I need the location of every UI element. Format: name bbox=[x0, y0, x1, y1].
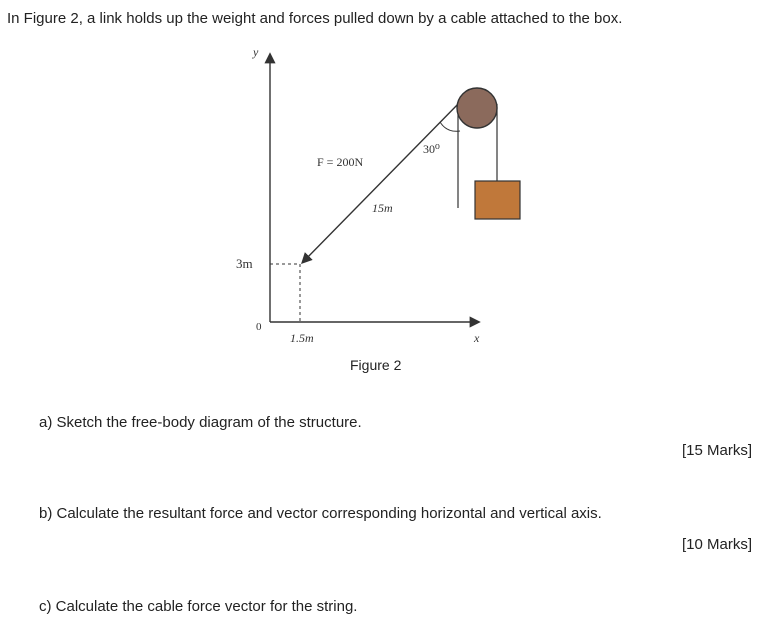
question-a-marks: [15 Marks] bbox=[681, 442, 752, 459]
force-label: F = 200N bbox=[317, 155, 364, 169]
link-force-line bbox=[303, 100, 462, 262]
question-c: c) Calculate the cable force vector for the string. bbox=[39, 598, 358, 615]
x-axis-label: x bbox=[474, 331, 480, 345]
question-b: b) Calculate the resultant force and vector corresponding horizontal and vertical axis. bbox=[39, 505, 602, 522]
intro-text: In Figure 2, a link holds up the weight and forces pulled down by a cable attached to the box. bbox=[7, 10, 623, 27]
y-axis-label: y bbox=[253, 45, 259, 59]
origin-label: 0 bbox=[256, 321, 262, 333]
pulley bbox=[457, 88, 497, 128]
height-label: 3m bbox=[236, 256, 253, 271]
length-label: 15m bbox=[372, 201, 393, 215]
angle-arc bbox=[440, 122, 460, 131]
offset-label: 1.5m bbox=[290, 331, 314, 345]
question-a: a) Sketch the free-body diagram of the structure. bbox=[39, 414, 362, 431]
weight-box bbox=[475, 181, 520, 219]
angle-label: 30⁰ bbox=[423, 142, 440, 156]
figure-caption: Figure 2 bbox=[350, 357, 402, 373]
question-b-marks: [10 Marks] bbox=[681, 536, 752, 553]
